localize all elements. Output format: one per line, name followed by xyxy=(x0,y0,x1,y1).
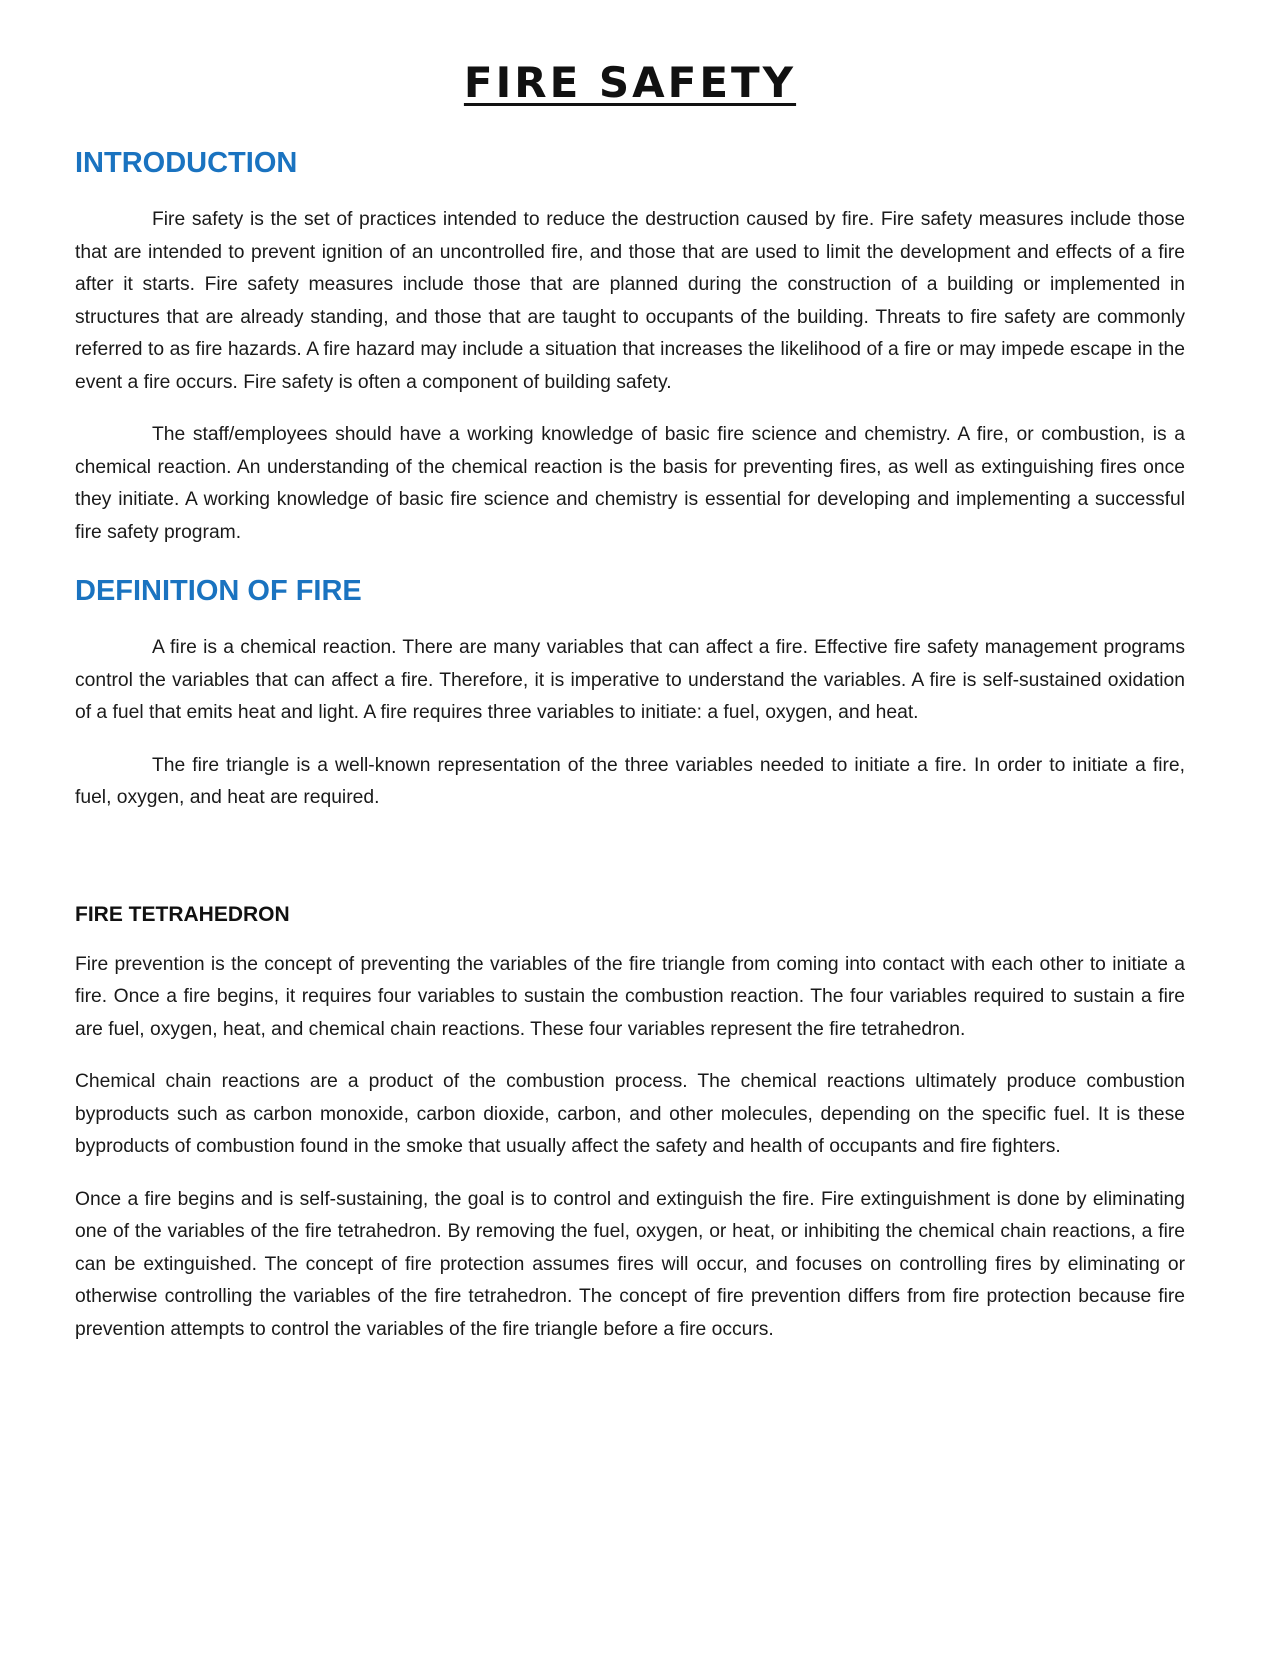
definition-heading: DEFINITION OF FIRE xyxy=(75,575,362,607)
section-spacer xyxy=(75,835,1185,903)
introduction-heading: INTRODUCTION xyxy=(75,147,298,179)
definition-paragraph-2: The fire triangle is a well-known representation of the three variables needed to initiate a fire. In order to initiate a fire, fuel, oxygen, and heat are required. xyxy=(75,754,1185,808)
tetrahedron-paragraph-2: Chemical chain reactions are a product of the combustion process. The chemical reactions ultimately produce combustion byproducts such as carbon monoxide, carbon dioxide, carbon, and other molecules, depending on the specific fuel. It is these byproducts of combustion found in the smoke that usually affect the safety and health of occupants and fire fighters. xyxy=(75,1071,1185,1157)
introduction-section xyxy=(75,147,1185,549)
introduction-paragraph-1: Fire safety is the set of practices intended to reduce the destruction caused by fire. Fire safety measures include those that are intended to prevent ignition of an uncontrolled fire, and those that are used to limit the development and effects of a fire after it starts. Fire safety measures include those that are planned during the construction of a building or implemented in structures that are already standing, and those that are taught to occupants of the building. Threats to fire safety are commonly referred to as fire hazards. A fire hazard may include a situation that increases the likelihood of a fire or may impede escape in the event a fire occurs. Fire safety is often a component of building safety. xyxy=(75,209,1185,393)
tetrahedron-section xyxy=(75,903,1185,1347)
tetrahedron-paragraph-3: Once a fire begins and is self-sustaining, the goal is to control and extinguish the fire. Fire extinguishment is done by eliminating one of the variables of the fire tetrahedron. By removing the fuel, oxygen, or heat, or inhibiting the chemical chain reactions, a fire can be extinguished. The concept of fire protection assumes fires will occur, and focuses on controlling fires by eliminating or otherwise controlling the variables of the fire tetrahedron. The concept of fire prevention differs from fire protection because fire prevention attempts to control the variables of the fire triangle before a fire occurs. xyxy=(75,1188,1185,1340)
tetrahedron-heading: FIRE TETRAHEDRON xyxy=(75,902,290,926)
definition-paragraph-1: A fire is a chemical reaction. There are many variables that can affect a fire. Effective fire safety management programs control the variables that can affect a fire. Therefore, it is imperative to understand the variables. A fire is self-sustained oxidation of a fuel that emits heat and light. A fire requires three variables to initiate: a fuel, oxygen, and heat. xyxy=(75,637,1185,723)
document-title: FIRE SAFETY xyxy=(463,58,797,107)
introduction-paragraph-2: The staff/employees should have a working knowledge of basic fire science and chemistry. A fire, or combustion, is a chemical reaction. An understanding of the chemical reaction is the basis for preventing fires, as well as extinguishing fires once they initiate. A working knowledge of basic fire science and chemistry is essential for developing and implementing a successful fire safety program. xyxy=(75,424,1185,543)
definition-section xyxy=(75,575,1185,815)
tetrahedron-paragraph-1: Fire prevention is the concept of preventing the variables of the fire triangle from coming into contact with each other to initiate a fire. Once a fire begins, it requires four variables to sustain the combustion reaction. The four variables required to sustain a fire are fuel, oxygen, heat, and chemical chain reactions. These four variables represent the fire tetrahedron. xyxy=(75,953,1185,1040)
